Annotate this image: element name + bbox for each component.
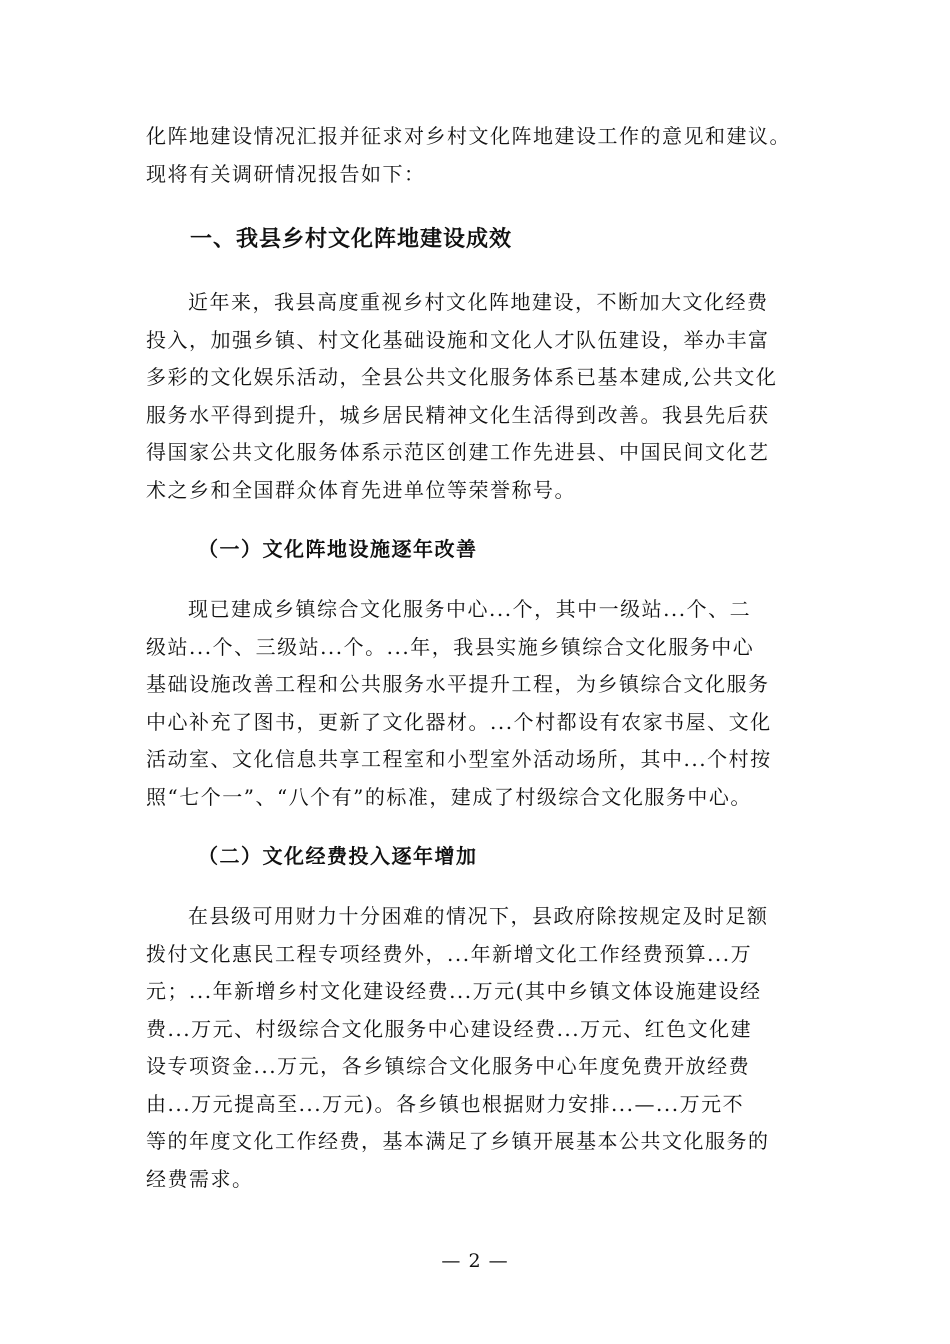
text-line: 化阵地建设情况汇报并征求对乡村文化阵地建设工作的意见和建议。: [146, 124, 791, 148]
text-line: 多彩的文化娱乐活动，全县公共文化服务体系已基本建成,公共文化: [146, 365, 778, 389]
text-line: 等的年度文化工作经费，基本满足了乡镇开展基本公共文化服务的: [146, 1129, 770, 1153]
text-line: 得国家公共文化服务体系示范区创建工作先进县、中国民间文化艺: [146, 440, 770, 464]
text-line: 现已建成乡镇综合文化服务中心...个，其中一级站...个、二: [188, 597, 752, 621]
text-line: 基础设施改善工程和公共服务水平提升工程，为乡镇综合文化服务: [146, 672, 770, 696]
text-line: 元；...年新增乡村文化建设经费...万元(其中乡镇文体设施建设经: [146, 979, 762, 1003]
text-line: 现将有关调研情况报告如下：: [146, 161, 426, 186]
text-line: 投入，加强乡镇、村文化基础设施和文化人才队伍建设，举办丰富: [146, 327, 770, 352]
text-line: 在县级可用财力十分困难的情况下，县政府除按规定及时足额: [188, 904, 769, 928]
text-line: 近年来，我县高度重视乡村文化阵地建设，不断加大文化经费: [188, 290, 769, 314]
subsection1-paragraph: [146, 591, 806, 816]
page-number: — 2 —: [441, 1250, 509, 1272]
subsection-heading: （一）文化阵地设施逐年改善: [198, 537, 478, 561]
page-content: [146, 118, 806, 1198]
text-line: 照“七个一”、“八个有”的标准，建成了村级综合文化服务中心。: [146, 784, 752, 809]
intro-paragraph: [146, 118, 806, 193]
section-heading: 一、我县乡村文化阵地建设成效: [190, 227, 513, 252]
text-line: 服务水平得到提升，城乡居民精神文化生活得到改善。我县先后获: [146, 402, 770, 427]
text-line: 费...万元、村级综合文化服务中心建设经费...万元、红色文化建: [146, 1016, 753, 1041]
text-line: 级站...个、三级站...个。...年，我县实施乡镇综合文化服务中心: [146, 634, 755, 659]
text-line: 经费需求。: [146, 1166, 254, 1191]
text-line: 设专项资金...万元，各乡镇综合文化服务中心年度免费开放经费: [146, 1054, 751, 1078]
subsection-heading: （二）文化经费投入逐年增加: [198, 844, 478, 868]
text-line: 术之乡和全国群众体育先进单位等荣誉称号。: [146, 477, 576, 502]
text-line: 活动室、文化信息共享工程室和小型室外活动场所，其中...个村按: [146, 747, 772, 771]
section1-paragraph: [146, 284, 806, 509]
text-line: 中心补充了图书，更新了文化器材。...个村都设有农家书屋、文化: [146, 709, 772, 734]
text-line: 由...万元提高至...万元)。各乡镇也根据财力安排...—...万元不: [146, 1091, 745, 1116]
text-line: 拨付文化惠民工程专项经费外，...年新增文化工作经费预算...万: [146, 941, 753, 966]
subsection2-paragraph: [146, 898, 806, 1198]
